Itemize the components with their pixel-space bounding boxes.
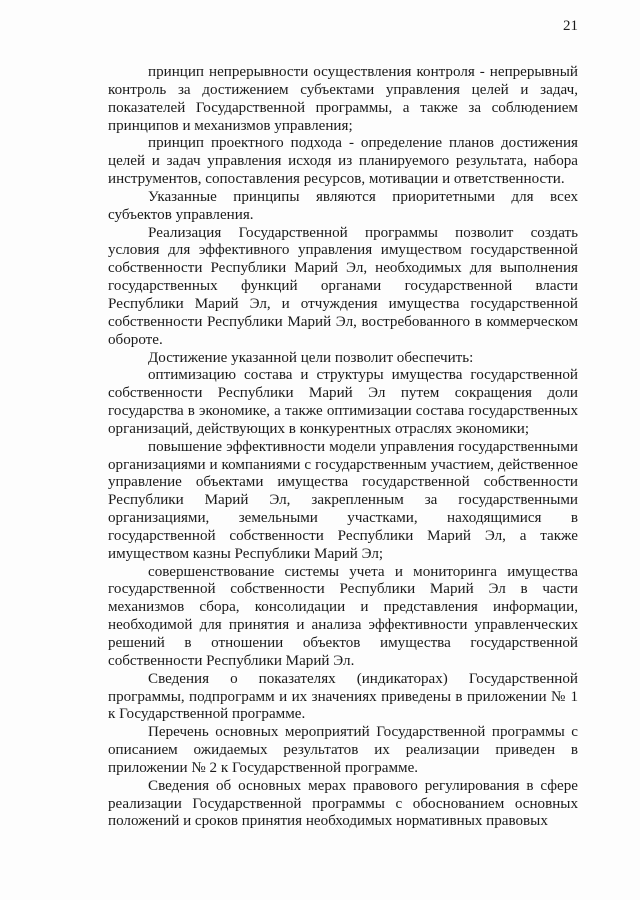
paragraph: принцип непрерывности осуществления контроля - непрерывный контроль за достижением субъектами управления целей и задач, показателей Государственной программы, а также за соблюдением принципов и механизмов управления; <box>108 64 578 134</box>
body-text <box>108 64 578 831</box>
paragraph: Сведения об основных мерах правового регулирования в сфере реализации Государственной программы с обоснованием основных положений и сроков принятия необходимых нормативных правовых <box>108 777 578 830</box>
paragraph: принцип проектного подхода - определение планов достижения целей и задач управления исходя из планируемого результата, набора инструментов, сопоставления ресурсов, мотивации и ответственности. <box>108 135 578 188</box>
paragraph: совершенствование системы учета и мониторинга имущества государственной собственности Республики Марий Эл в части механизмов сбора, консолидации и представления информации, необходимой для принятия и анализа эффективности управленческих решений в отношении объектов имущества государственной собственности Республики Марий Эл. <box>108 563 578 669</box>
paragraph: Сведения о показателях (индикаторах) Государственной программы, подпрограмм и их значениях приведены в приложении № 1 к Государственной программе. <box>108 670 578 723</box>
paragraph: Перечень основных мероприятий Государственной программы с описанием ожидаемых результатов их реализации приведен в приложении № 2 к Государственной программе. <box>108 724 578 776</box>
paragraph: оптимизацию состава и структуры имущества государственной собственности Республики Марий Эл путем сокращения доли государства в экономике, а также оптимизации состава государственных организаций, действующих в конкурентных отраслях экономики; <box>108 367 578 437</box>
paragraph: Указанные принципы являются приоритетными для всех субъектов управления. <box>108 188 578 223</box>
paragraph: Реализация Государственной программы позволит создать условия для эффективного управления имуществом государственной собственности Республики Марий Эл, необходимых для выполнения государственных функций органами государственной власти Республики Марий Эл, и отчуждения имущества государственной собственности Республики Марий Эл, востребованного в коммерческом обороте. <box>108 224 578 348</box>
paragraph: Достижение указанной цели позволит обеспечить: <box>148 349 474 366</box>
paragraph: повышение эффективности модели управления государственными организациями и компаниями с государственным участием, действенное управление объектами имущества государственной собственности Республики Марий Эл, закрепленным за государственными организациями, земельными участками, находящимися в государственной собственности Республики Марий Эл, а также имуществом казны Республики Марий Эл; <box>108 438 578 562</box>
page-number: 21 <box>563 18 578 34</box>
